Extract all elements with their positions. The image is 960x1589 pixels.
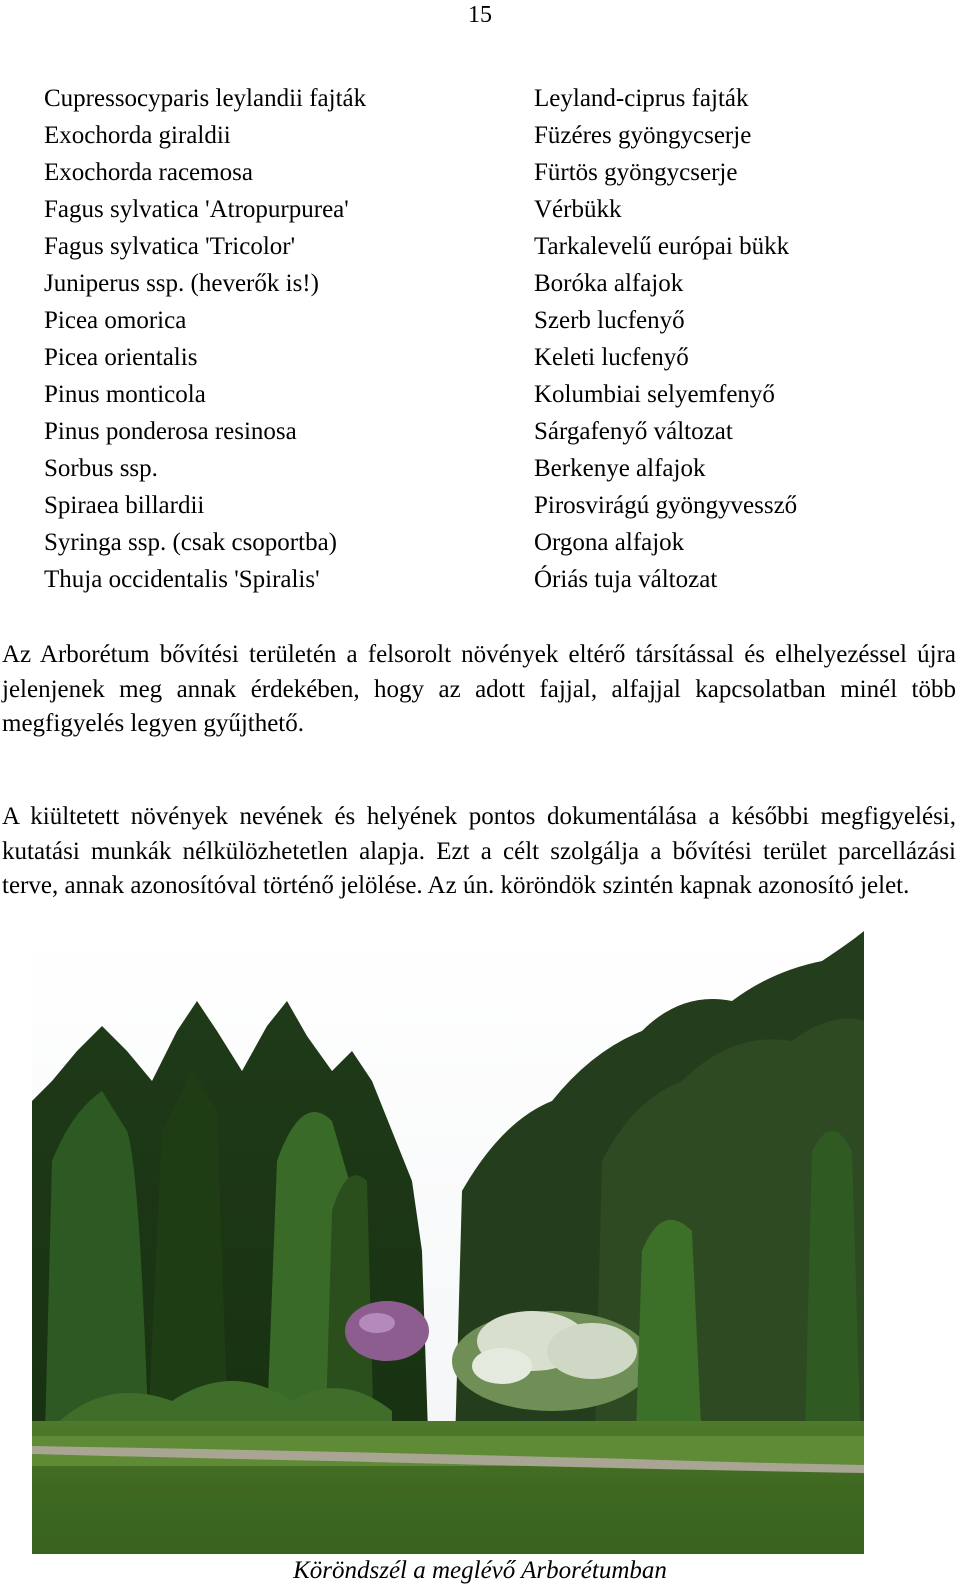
latin-name: Spiraea billardii — [44, 492, 205, 519]
latin-name: Juniperus ssp. (heverők is!) — [44, 270, 319, 297]
latin-name: Cupressocyparis leylandii fajták — [44, 85, 367, 112]
latin-name: Thuja occidentalis 'Spiralis' — [44, 566, 320, 593]
species-row — [44, 302, 924, 339]
latin-name: Picea orientalis — [44, 344, 198, 371]
species-row — [44, 450, 924, 487]
species-row — [44, 154, 924, 191]
species-table — [44, 80, 924, 598]
hungarian-name: Sárgafenyő változat — [534, 418, 733, 445]
body-paragraph: A kiültetett növények nevének és helyének pontos dokumentálása a későbbi megfigyelési, kutatási munkák nélkülözhetetlen alapja. Ezt a célt szolgálja a bővítési terület parcellázási terve, annak azonosítóval történő jelölése. Az ún. köröndök szintén kapnak azonosító jelet. — [2, 803, 956, 899]
hungarian-name: Kolumbiai selyemfenyő — [534, 381, 775, 408]
hungarian-name: Tarkalevelű európai bükk — [534, 233, 790, 260]
latin-name: Syringa ssp. (csak csoportba) — [44, 529, 337, 556]
arboretum-photo — [32, 931, 864, 1554]
latin-name: Pinus ponderosa resinosa — [44, 418, 297, 445]
latin-name: Fagus sylvatica 'Tricolor' — [44, 233, 296, 260]
species-row — [44, 376, 924, 413]
hungarian-name: Leyland-ciprus fajták — [534, 85, 749, 112]
page-number: 15 — [468, 2, 492, 28]
species-row — [44, 524, 924, 561]
latin-name: Fagus sylvatica 'Atropurpurea' — [44, 196, 349, 223]
hungarian-name: Óriás tuja változat — [534, 566, 718, 593]
species-row — [44, 265, 924, 302]
hungarian-name: Szerb lucfenyő — [534, 307, 685, 334]
latin-name: Exochorda giraldii — [44, 122, 231, 149]
species-row — [44, 339, 924, 376]
hungarian-name: Boróka alfajok — [534, 270, 684, 297]
hungarian-name: Vérbükk — [534, 196, 622, 223]
hungarian-name: Fürtös gyöngycserje — [534, 159, 738, 186]
species-row — [44, 487, 924, 524]
species-row — [44, 117, 924, 154]
latin-name: Picea omorica — [44, 307, 187, 334]
species-row — [44, 191, 924, 228]
hungarian-name: Pirosvirágú gyöngyvessző — [534, 492, 798, 519]
species-row — [44, 561, 924, 598]
latin-name: Sorbus ssp. — [44, 455, 158, 482]
latin-name: Exochorda racemosa — [44, 159, 253, 186]
photo-caption: Köröndszél a meglévő Arborétumban — [293, 1557, 667, 1584]
species-row — [44, 228, 924, 265]
latin-name: Pinus monticola — [44, 381, 206, 408]
species-row — [44, 80, 924, 117]
hungarian-name: Berkenye alfajok — [534, 455, 706, 482]
hungarian-name: Orgona alfajok — [534, 529, 685, 556]
species-row — [44, 413, 924, 450]
body-paragraph: Az Arborétum bővítési területén a felsorolt növények eltérő társítással és elhelyezéssel újra jelenjenek meg annak érdekében, hogy az adott fajjal, alfajjal kapcsolatban minél több megfigyelés legyen gyűjthető. — [2, 641, 956, 737]
hungarian-name: Füzéres gyöngycserje — [534, 122, 752, 149]
hungarian-name: Keleti lucfenyő — [534, 344, 689, 371]
